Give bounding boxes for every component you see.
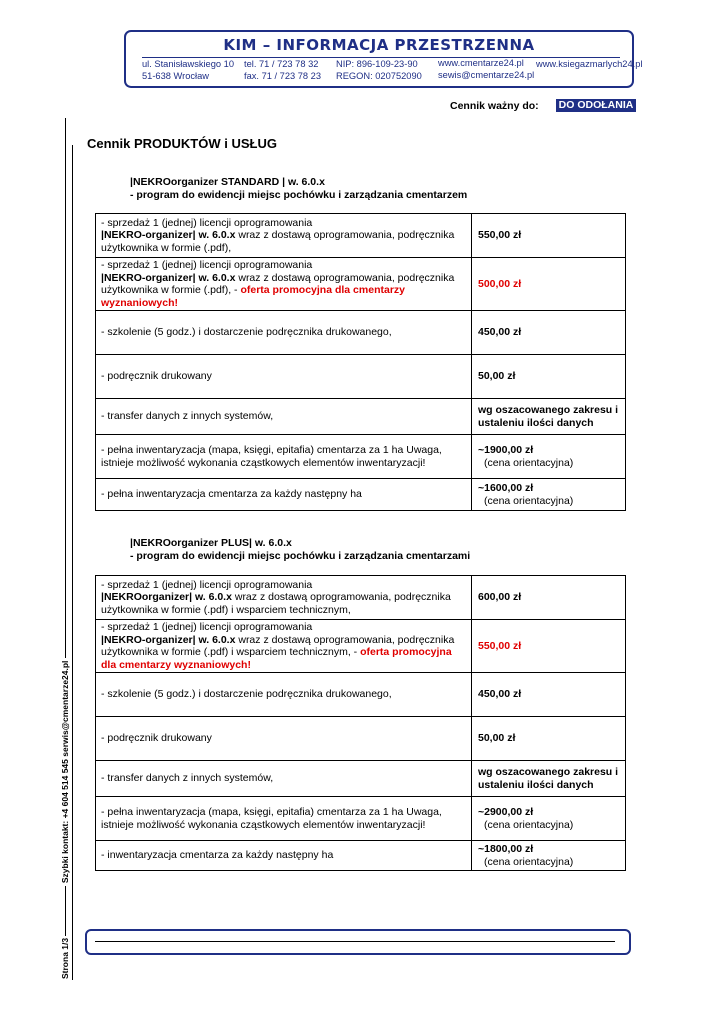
website-link-1[interactable]: www.cmentarze24.pl (438, 58, 524, 68)
product-version: |NEKRO-organizer| w. 6.0.x (101, 271, 236, 284)
price-value (472, 399, 626, 435)
website-link-2[interactable]: www.ksiegazmarlych24.pl (536, 59, 643, 69)
service-description (96, 435, 472, 479)
service-description (96, 761, 472, 797)
price-row (96, 214, 626, 258)
service-text: wraz z dostawą oprogramowania, podręcznika użytkownika w formie (.pdf) i wsparciem technicznym, - (101, 633, 455, 658)
price-value (472, 479, 626, 511)
validity-badge: DO ODOŁANIA (556, 99, 636, 112)
price-row (96, 355, 626, 399)
price-row (96, 435, 626, 479)
price-amount: 450,00 zł (478, 326, 522, 339)
service-description (96, 576, 472, 620)
product-title (130, 537, 470, 563)
price-amount: wg oszacowanego zakresu i ustaleniu ilości danych (478, 766, 619, 791)
product-version: |NEKROorganizer| w. 6.0.x (101, 591, 232, 604)
service-text: wraz z dostawą oprogramowania, podręcznika użytkownika w formie (.pdf), (101, 229, 455, 254)
price-row (96, 620, 626, 673)
price-value (472, 761, 626, 797)
validity-label: Cennik ważny do: (450, 100, 539, 112)
price-value (472, 717, 626, 761)
service-text: - podręcznik drukowany (101, 732, 212, 745)
price-note: (cena orientacyjna) (484, 818, 574, 831)
letterhead-divider (142, 57, 620, 58)
price-amount: 50,00 zł (478, 370, 516, 383)
quick-contact: Szybki kontakt: +4 604 514 545 serwis@cmentarze24.pl (60, 660, 70, 884)
price-value (472, 258, 626, 311)
page-number: Strona 1/3 (60, 937, 70, 979)
side-contact (60, 69, 70, 979)
service-description (96, 311, 472, 355)
nip-number: NIP: 896-109-23-90 (336, 59, 418, 69)
service-text: - pełna inwentaryzacja (mapa, księgi, epitafia) cmentarza za 1 ha Uwaga, istnieje możliwość wykonania cząstkowych elementów inwentaryzacji! (101, 806, 442, 831)
service-text: - pełna inwentaryzacja (mapa, księgi, epitafia) cmentarza za 1 ha Uwaga, istnieje możliwość wykonania cząstkowych elementów inwentaryzacji! (101, 444, 442, 469)
fax-number: fax. 71 / 723 78 23 (244, 71, 322, 81)
price-note: (cena orientacyjna) (484, 855, 574, 868)
service-text: - podręcznik drukowany (101, 370, 212, 383)
service-description (96, 620, 472, 673)
service-description (96, 479, 472, 511)
price-amount: ~1600,00 zł (478, 482, 534, 494)
service-description (96, 355, 472, 399)
license-line: - sprzedaż 1 (jednej) licencji oprogramowania (101, 578, 313, 591)
price-amount: 600,00 zł (478, 591, 522, 604)
price-value (472, 576, 626, 620)
price-amount: 550,00 zł (478, 229, 522, 242)
price-note: (cena orientacyjna) (484, 494, 574, 507)
price-amount: ~1800,00 zł (478, 843, 534, 855)
price-value (472, 355, 626, 399)
product-name: |NEKROorganizer PLUS| w. 6.0.x (130, 537, 292, 549)
price-row (96, 576, 626, 620)
product-version: |NEKRO-organizer| w. 6.0.x (101, 633, 236, 646)
regon-number: REGON: 020752090 (336, 71, 422, 81)
service-description (96, 717, 472, 761)
side-rule (65, 886, 66, 936)
price-value (472, 311, 626, 355)
price-amount: wg oszacowanego zakresu i ustaleniu ilości danych (478, 404, 619, 429)
price-amount: ~2900,00 zł (478, 806, 534, 818)
price-row (96, 399, 626, 435)
service-text: - szkolenie (5 godz.) i dostarczenie podręcznika drukowanego, (101, 326, 392, 339)
address-street: ul. Stanisławskiego 10 (142, 59, 234, 69)
product-name: |NEKROorganizer STANDARD | w. 6.0.x (130, 176, 325, 188)
service-text: - inwentaryzacja cmentarza za każdy następny ha (101, 849, 334, 862)
service-text: - transfer danych z innych systemów, (101, 772, 274, 785)
service-description (96, 399, 472, 435)
price-value (472, 435, 626, 479)
price-amount: 500,00 zł (478, 277, 522, 290)
side-divider (72, 145, 73, 980)
price-row (96, 717, 626, 761)
price-row (96, 841, 626, 871)
service-description (96, 214, 472, 258)
service-text: - transfer danych z innych systemów, (101, 410, 274, 423)
license-line: - sprzedaż 1 (jednej) licencji oprogramowania (101, 621, 313, 633)
footer-rule (95, 941, 615, 942)
phone-number: tel. 71 / 723 78 32 (244, 59, 319, 69)
price-amount: 450,00 zł (478, 688, 522, 701)
price-table-plus (95, 575, 626, 871)
license-line: - sprzedaż 1 (jednej) licencji oprogramowania (101, 259, 313, 271)
price-row (96, 797, 626, 841)
service-text: wraz z dostawą oprogramowania, podręcznika użytkownika w formie (.pdf), - (101, 271, 455, 296)
service-description (96, 673, 472, 717)
price-value (472, 797, 626, 841)
side-rule (65, 118, 66, 658)
service-text: - pełna inwentaryzacja cmentarza za każdy następny ha (101, 488, 362, 501)
promo-text: oferta promocyjna dla cmentarzy wyznaniowych! (101, 646, 452, 671)
price-note: (cena orientacyjna) (484, 456, 574, 469)
license-line: - sprzedaż 1 (jednej) licencji oprogramowania (101, 216, 313, 229)
service-description (96, 797, 472, 841)
price-table-standard (95, 213, 626, 511)
page-title: Cennik PRODUKTÓW i USŁUG (87, 136, 277, 151)
price-value (472, 673, 626, 717)
letterhead (124, 30, 643, 88)
price-value (472, 620, 626, 673)
promo-text: oferta promocyjna dla cmentarzy wyznaniowych! (101, 284, 406, 309)
price-row (96, 479, 626, 511)
product-description: - program do ewidencji miejsc pochówku i zarządzania cmentarzem (130, 189, 468, 201)
price-value (472, 841, 626, 871)
service-text: - szkolenie (5 godz.) i dostarczenie podręcznika drukowanego, (101, 688, 392, 701)
price-row (96, 673, 626, 717)
price-value (472, 214, 626, 258)
product-version: |NEKRO-organizer| w. 6.0.x (101, 229, 236, 242)
price-row (96, 258, 626, 311)
price-row (96, 761, 626, 797)
service-text: wraz z dostawą oprogramowania, podręcznika użytkownika w formie (.pdf) i wsparciem technicznym, (101, 591, 451, 616)
price-row (96, 311, 626, 355)
price-amount: 50,00 zł (478, 732, 516, 745)
footer-box (85, 929, 631, 955)
price-amount: 550,00 zł (478, 639, 522, 652)
email-link[interactable]: sewis@cmentarze24.pl (438, 70, 535, 80)
price-amount: ~1900,00 zł (478, 444, 534, 456)
company-name: KIM – INFORMACJA PRZESTRZENNA (223, 36, 535, 54)
service-description (96, 258, 472, 311)
service-description (96, 841, 472, 871)
product-title (130, 176, 467, 202)
product-description: - program do ewidencji miejsc pochówku i zarządzania cmentarzami (130, 550, 471, 562)
address-city: 51-638 Wrocław (142, 71, 210, 81)
